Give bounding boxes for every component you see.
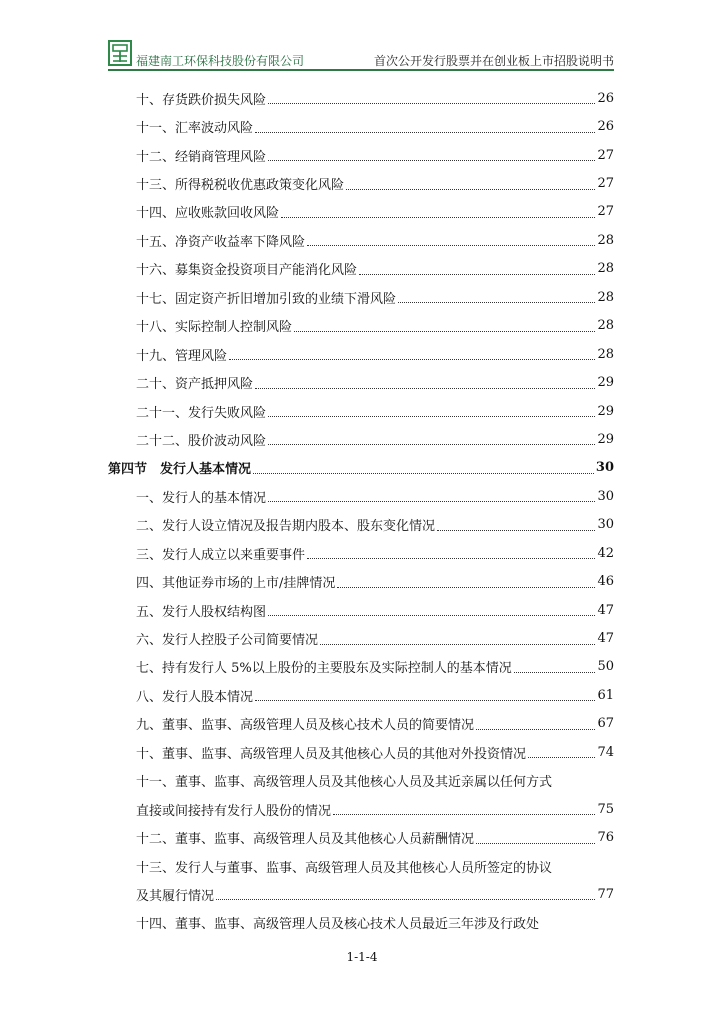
toc-entry-label: 十二、经销商管理风险 [136, 149, 267, 165]
toc-page-number: 26 [597, 119, 614, 135]
toc-entry[interactable] [108, 112, 614, 140]
toc-entry-label: 二十一、发行失败风险 [136, 405, 267, 421]
toc-entry[interactable] [108, 368, 614, 396]
toc-page-number: 30 [595, 460, 614, 476]
toc-page-number: 42 [597, 545, 614, 561]
toc-entry[interactable] [108, 710, 614, 738]
toc-entry-label: 二十二、股价波动风险 [136, 433, 267, 449]
toc-page-number: 77 [597, 886, 614, 902]
toc-page-number: 47 [597, 602, 614, 618]
header-divider [108, 69, 614, 71]
document-title: 首次公开发行股票并在创业板上市招股说明书 [373, 54, 614, 68]
toc-page-number: 27 [597, 147, 614, 163]
toc-page-number: 74 [597, 744, 614, 760]
toc-entry-label: 十三、所得税税收优惠政策变化风险 [136, 178, 345, 194]
toc-entry[interactable] [108, 169, 614, 197]
toc-entry-label: 十九、管理风险 [136, 348, 228, 364]
toc-leader-dots [255, 387, 595, 389]
toc-entry[interactable] [108, 795, 614, 823]
toc-leader-dots [294, 330, 595, 332]
toc-leader-dots [320, 643, 595, 645]
toc-entry[interactable] [108, 511, 614, 539]
toc-entry-label: 十、存货跌价损失风险 [136, 92, 267, 108]
toc-page-number: 30 [597, 517, 614, 533]
toc-entry-label: 第四节 发行人基本情况 [108, 462, 252, 478]
toc-page-number: 30 [597, 488, 614, 504]
toc-entry-label: 十一、董事、监事、高级管理人员及其他核心人员及其近亲属以任何方式 [136, 775, 553, 791]
toc-page-number: 28 [597, 261, 614, 277]
company-name: 福建南工环保科技股份有限公司 [136, 54, 305, 68]
toc-leader-dots [476, 728, 595, 730]
toc-entry[interactable] [108, 852, 614, 880]
toc-entry[interactable] [108, 880, 614, 908]
toc-leader-dots [255, 131, 595, 133]
toc-page-number: 75 [597, 801, 614, 817]
toc-page-number: 46 [597, 574, 614, 590]
toc-page-number: 28 [597, 318, 614, 334]
toc-entry-label: 十五、净资产收益率下降风险 [136, 234, 306, 250]
toc-entry[interactable] [108, 624, 614, 652]
toc-entry[interactable] [108, 255, 614, 283]
toc-entry-label: 七、持有发行人 5%以上股份的主要股东及实际控制人的基本情况 [136, 661, 512, 677]
toc-leader-dots [333, 813, 595, 815]
toc-entry[interactable] [108, 738, 614, 766]
toc-entry[interactable] [108, 425, 614, 453]
toc-entry-label: 二十、资产抵押风险 [136, 377, 254, 393]
toc-entry[interactable] [108, 909, 614, 937]
toc-leader-dots [359, 273, 595, 275]
toc-leader-dots [216, 898, 595, 900]
toc-entry-label: 二、发行人设立情况及报告期内股本、股东变化情况 [136, 519, 436, 535]
toc-page-number: 61 [597, 687, 614, 703]
toc-page-number: 28 [597, 289, 614, 305]
toc-entry-label: 十六、募集资金投资项目产能消化风险 [136, 263, 358, 279]
table-of-contents [108, 84, 614, 937]
toc-page-number: 76 [597, 830, 614, 846]
toc-page-number: 28 [597, 232, 614, 248]
toc-leader-dots [307, 244, 595, 246]
toc-entry[interactable] [108, 681, 614, 709]
toc-page-number: 67 [597, 716, 614, 732]
toc-entry-label: 三、发行人成立以来重要事件 [136, 547, 306, 563]
toc-entry-label: 十一、汇率波动风险 [136, 121, 254, 137]
toc-page-number: 28 [597, 346, 614, 362]
toc-entry-label: 十七、固定资产折旧增加引致的业绩下滑风险 [136, 291, 397, 307]
toc-leader-dots [268, 415, 595, 417]
toc-leader-dots [268, 443, 595, 445]
toc-entry[interactable] [108, 283, 614, 311]
toc-entry-label: 十八、实际控制人控制风险 [136, 320, 293, 336]
toc-leader-dots [268, 102, 595, 104]
toc-entry[interactable] [108, 312, 614, 340]
toc-entry[interactable] [108, 198, 614, 226]
toc-leader-dots [437, 529, 595, 531]
toc-page-number: 27 [597, 176, 614, 192]
toc-entry-label: 四、其他证券市场的上市/挂牌情况 [136, 576, 336, 592]
toc-entry-label: 十、董事、监事、高级管理人员及其他核心人员的其他对外投资情况 [136, 746, 527, 762]
toc-leader-dots [268, 614, 595, 616]
toc-leader-dots [307, 557, 595, 559]
toc-entry-label: 直接或间接持有发行人股份的情况 [136, 803, 332, 819]
page-number: 1-1-4 [346, 950, 378, 964]
toc-leader-dots [229, 358, 595, 360]
toc-entry[interactable] [108, 141, 614, 169]
toc-entry-label: 九、董事、监事、高级管理人员及核心技术人员的简要情况 [136, 718, 475, 734]
toc-page-number: 26 [597, 90, 614, 106]
toc-leader-dots [253, 472, 594, 474]
page-header [108, 36, 614, 70]
toc-leader-dots [528, 756, 595, 758]
toc-entry[interactable] [108, 482, 614, 510]
toc-entry-label: 十四、应收账款回收风险 [136, 206, 280, 222]
toc-leader-dots [514, 671, 596, 673]
toc-leader-dots [255, 699, 595, 701]
toc-entry[interactable] [108, 539, 614, 567]
toc-section-heading[interactable] [108, 454, 614, 482]
toc-entry[interactable] [108, 567, 614, 595]
toc-leader-dots [268, 500, 595, 502]
toc-entry-label: 十三、发行人与董事、监事、高级管理人员及其他核心人员所签定的协议 [136, 860, 553, 876]
toc-entry[interactable] [108, 653, 614, 681]
toc-leader-dots [346, 188, 595, 190]
company-logo-icon [108, 40, 132, 66]
toc-entry[interactable] [108, 84, 614, 112]
toc-leader-dots [398, 301, 595, 303]
toc-page-number: 29 [597, 431, 614, 447]
toc-entry[interactable] [108, 596, 614, 624]
toc-entry[interactable] [108, 397, 614, 425]
toc-page-number: 47 [597, 631, 614, 647]
toc-entry[interactable] [108, 823, 614, 851]
toc-entry-label: 六、发行人控股子公司简要情况 [136, 633, 319, 649]
toc-entry-label: 及其履行情况 [136, 888, 215, 904]
toc-leader-dots [281, 216, 595, 218]
toc-leader-dots [476, 842, 595, 844]
toc-leader-dots [268, 159, 595, 161]
toc-entry-label: 五、发行人股权结构图 [136, 604, 267, 620]
toc-leader-dots [337, 586, 595, 588]
toc-entry-label: 十二、董事、监事、高级管理人员及其他核心人员薪酬情况 [136, 832, 475, 848]
toc-entry[interactable] [108, 226, 614, 254]
toc-entry[interactable] [108, 340, 614, 368]
toc-entry-label: 十四、董事、监事、高级管理人员及核心技术人员最近三年涉及行政处 [136, 917, 540, 933]
toc-page-number: 27 [597, 204, 614, 220]
toc-page-number: 50 [597, 659, 614, 675]
toc-entry[interactable] [108, 767, 614, 795]
toc-page-number: 29 [597, 403, 614, 419]
toc-entry-label: 八、发行人股本情况 [136, 689, 254, 705]
toc-entry-label: 一、发行人的基本情况 [136, 490, 267, 506]
toc-page-number: 29 [597, 375, 614, 391]
